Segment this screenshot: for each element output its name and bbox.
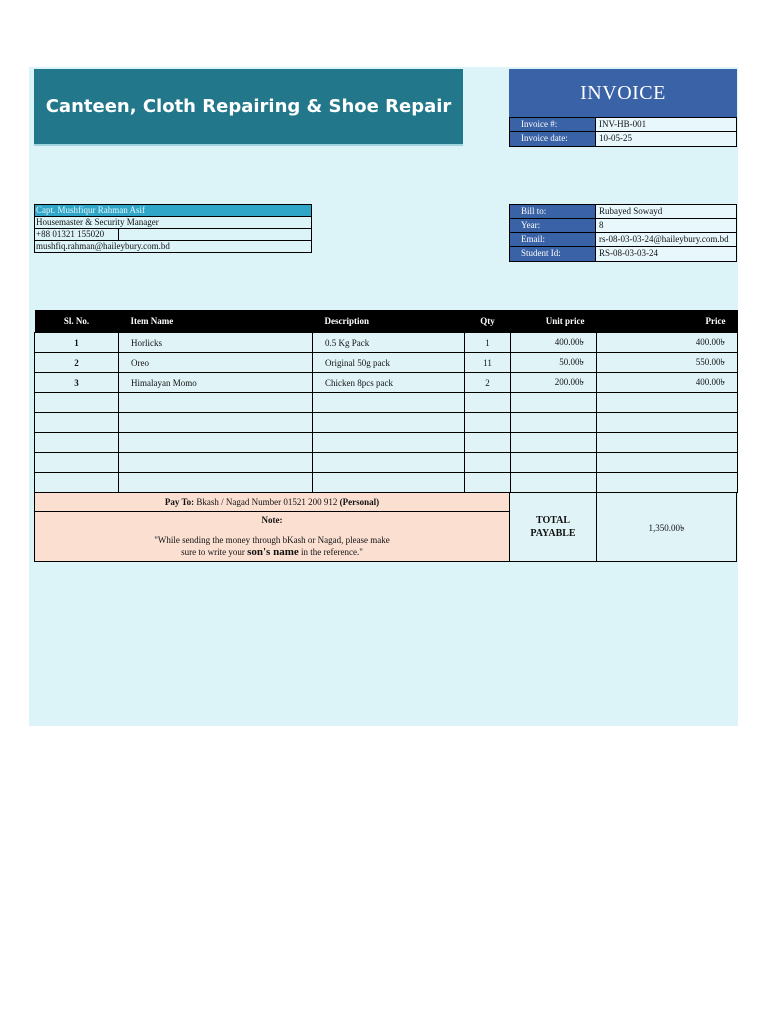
note-title: Note:	[261, 515, 283, 525]
sender-contact	[34, 204, 312, 253]
table-row	[35, 353, 738, 373]
cell-empty	[35, 433, 119, 453]
cell-empty	[119, 453, 313, 473]
total-payable-text: TOTAL PAYABLE	[530, 515, 576, 539]
year-row	[510, 219, 736, 233]
cell-item-name: Himalayan Momo	[119, 373, 313, 393]
payment-section	[34, 492, 737, 562]
cell-empty	[119, 413, 313, 433]
cell-empty	[119, 393, 313, 413]
business-title-banner	[34, 69, 463, 146]
cell-description: 0.5 Kg Pack	[313, 333, 465, 353]
bill-to-label: Bill to:	[510, 205, 596, 218]
email-label: Email:	[510, 233, 596, 246]
student-id-row	[510, 247, 736, 261]
email-value: rs-08-03-03-24@haileybury.com.bd	[596, 233, 736, 246]
cell-empty	[511, 433, 597, 453]
sender-phone: +88 01321 155020	[35, 229, 119, 240]
cell-price: 400.00৳	[597, 333, 738, 353]
sender-email: mushfiq.rahman@haileybury.com.bd	[36, 241, 170, 251]
table-row	[35, 393, 738, 413]
table-row	[35, 413, 738, 433]
cell-empty	[465, 413, 511, 433]
cell-empty	[465, 433, 511, 453]
note-line-2-pre: sure to write your	[181, 547, 248, 557]
invoice-date-label: Invoice date:	[510, 132, 596, 146]
cell-empty	[597, 413, 738, 433]
table-header-row	[35, 310, 738, 333]
cell-empty	[35, 393, 119, 413]
sender-role: Housemaster & Security Manager	[35, 217, 311, 229]
cell-item-name: Horlicks	[119, 333, 313, 353]
cell-empty	[119, 433, 313, 453]
cell-unit-price: 50.00৳	[511, 353, 597, 373]
invoice-number-value: INV-HB-001	[596, 118, 736, 131]
pay-to-number: Bkash / Nagad Number 01521 200 912	[194, 497, 340, 507]
cell-empty	[465, 473, 511, 493]
sender-name: Capt. Mushfiqur Rahman Asif	[35, 205, 311, 217]
bill-to-value: Rubayed Sowayd	[596, 205, 736, 218]
cell-empty	[119, 473, 313, 493]
cell-qty: 1	[465, 333, 511, 353]
table-row	[35, 373, 738, 393]
total-payable-value: 1,350.00৳	[597, 493, 736, 561]
invoice-date-value: 10-05-25	[596, 132, 736, 146]
cell-item-name: Oreo	[119, 353, 313, 373]
cell-empty	[511, 473, 597, 493]
cell-qty: 11	[465, 353, 511, 373]
cell-empty	[511, 453, 597, 473]
cell-price: 550.00৳	[597, 353, 738, 373]
bill-to-block	[509, 204, 737, 262]
invoice-number-row	[510, 118, 736, 132]
cell-empty	[313, 453, 465, 473]
note-line-1: "While sending the money through bKash or Nagad, please make	[154, 535, 390, 545]
pay-to-line	[35, 493, 509, 512]
col-header-price: Price	[597, 310, 738, 333]
bill-to-row	[510, 205, 736, 219]
business-name: Canteen, Cloth Repairing & Shoe Repair	[45, 96, 452, 117]
cell-empty	[35, 473, 119, 493]
cell-empty	[597, 453, 738, 473]
cell-empty	[597, 433, 738, 453]
cell-unit-price: 200.00৳	[511, 373, 597, 393]
col-header-unit-price: Unit price	[511, 310, 597, 333]
col-header-qty: Qty	[465, 310, 511, 333]
cell-empty	[465, 453, 511, 473]
cell-empty	[35, 453, 119, 473]
cell-empty	[313, 393, 465, 413]
cell-empty	[313, 413, 465, 433]
year-label: Year:	[510, 219, 596, 232]
cell-empty	[313, 433, 465, 453]
cell-price: 400.00৳	[597, 373, 738, 393]
cell-empty	[511, 413, 597, 433]
invoice-date-row	[510, 132, 736, 146]
items-table	[34, 310, 738, 493]
cell-empty	[35, 413, 119, 433]
cell-sl-no: 2	[35, 353, 119, 373]
col-header-item-name: Item Name	[119, 310, 313, 333]
cell-empty	[313, 473, 465, 493]
student-id-value: RS-08-03-03-24	[596, 247, 736, 261]
cell-empty	[511, 393, 597, 413]
note-line-2-bold: son's name	[247, 546, 299, 558]
col-header-description: Description	[313, 310, 465, 333]
cell-empty	[597, 473, 738, 493]
sender-phone-row	[35, 229, 311, 241]
table-row	[35, 433, 738, 453]
payment-instructions	[35, 493, 510, 561]
cell-sl-no: 1	[35, 333, 119, 353]
table-row	[35, 473, 738, 493]
invoice-title: INVOICE	[509, 69, 737, 117]
cell-qty: 2	[465, 373, 511, 393]
student-id-label: Student Id:	[510, 247, 596, 261]
cell-empty	[597, 393, 738, 413]
year-value: 8	[596, 219, 736, 232]
note-text	[35, 534, 509, 558]
email-row	[510, 233, 736, 247]
cell-unit-price: 400.00৳	[511, 333, 597, 353]
invoice-meta	[509, 117, 737, 147]
pay-to-personal: (Personal)	[339, 497, 380, 507]
col-header-sl-no: Sl. No.	[35, 310, 119, 333]
pay-to-label: Pay To:	[164, 497, 195, 507]
cell-sl-no: 3	[35, 373, 119, 393]
cell-description: Original 50g pack	[313, 353, 465, 373]
cell-description: Chicken 8pcs pack	[313, 373, 465, 393]
invoice-number-label: Invoice #:	[510, 118, 596, 131]
table-row	[35, 453, 738, 473]
table-row	[35, 333, 738, 353]
cell-empty	[465, 393, 511, 413]
note-line-2-post: in the reference."	[298, 547, 363, 557]
total-payable-label	[510, 493, 597, 561]
